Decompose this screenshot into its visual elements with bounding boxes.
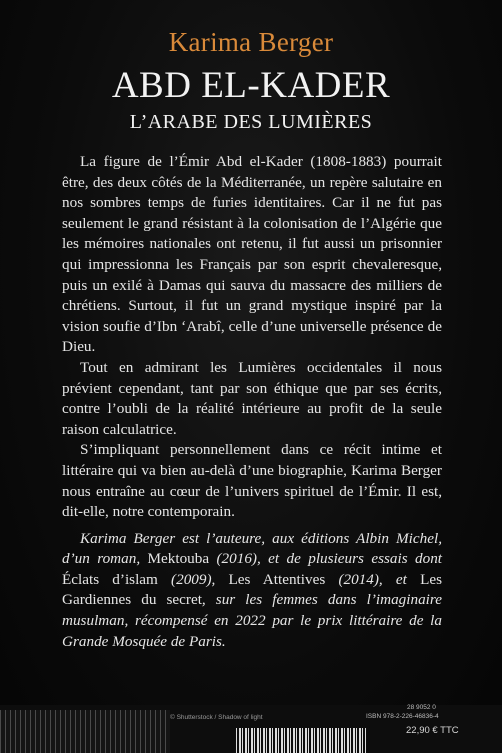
hatch-pattern [0, 710, 170, 753]
price: 22,90 € TTC [406, 725, 459, 736]
bio-text-3: (2009), [157, 570, 229, 588]
bio-work-mektouba: Mektouba [147, 550, 210, 568]
product-code: 28 9052 0 [407, 704, 436, 711]
bio-work-gardiennes: Les Gardiennes du secret [62, 570, 442, 609]
barcode-icon [236, 728, 366, 753]
blurb-paragraph-2: Tout en admirant les Lumières occidentales il nous prévient cependant, tant par son éthique que par ses écrits, contre l’oubli de la réalité intérieure au profit de la seule raison calculatrice. [62, 358, 442, 438]
bio-text-4: (2014), et [325, 570, 421, 588]
author-bio [62, 529, 442, 653]
author-name: Karima Berger [168, 27, 334, 57]
bio-text-5: , sur les femmes dans l’imaginaire musulman, récompensé en 2022 par le prix littéraire de la Grande Mosquée de Paris. [62, 591, 442, 650]
bio-work-attentives: Les Attentives [228, 570, 326, 588]
bio-work-eclats: Éclats d’islam [62, 570, 158, 588]
blurb [62, 152, 442, 652]
blurb-paragraph-3: S’impliquant personnellement dans ce récit intime et littéraire qui va bien au-delà d’une biographie, Karima Berger nous entraîne au cœur de l’univers spirituel de l’Émir. Il est, dit-elle, notre contemporain. [62, 441, 442, 521]
bio-text-1: Karima Berger est l’auteure, aux éditions Albin Michel, d’un roman, [62, 529, 442, 568]
book-subtitle: L’ARABE DES LUMIÈRES [129, 111, 373, 133]
photo-credit: © Shutterstock / Shadow of light [170, 714, 263, 721]
bio-text-2: (2016), et de plusieurs essais dont [209, 550, 443, 568]
blurb-paragraph-1: La figure de l’Émir Abd el-Kader (1808-1883) pourrait être, des deux côtés de la Méditerranée, un repère salutaire en nos sombres temps de furies identitaires. Car il ne fut pas seulement le grand résistant à la colonisation de l’Algérie que les mémoires nationales ont retenu, il fut aussi un prisonnier qui impressionna les Français par son esprit chevaleresque, puis un exilé à Damas qui sauva du massacre des milliers de chrétiens. Surtout, il fut un grand mystique inspiré par la vision soufie d’Ibn ‘Arabî, celle d’une universelle présence de Dieu. [62, 153, 442, 356]
book-title: ABD EL-KADER [111, 65, 391, 106]
isbn: ISBN 978-2-226-46836-4 [366, 713, 439, 720]
